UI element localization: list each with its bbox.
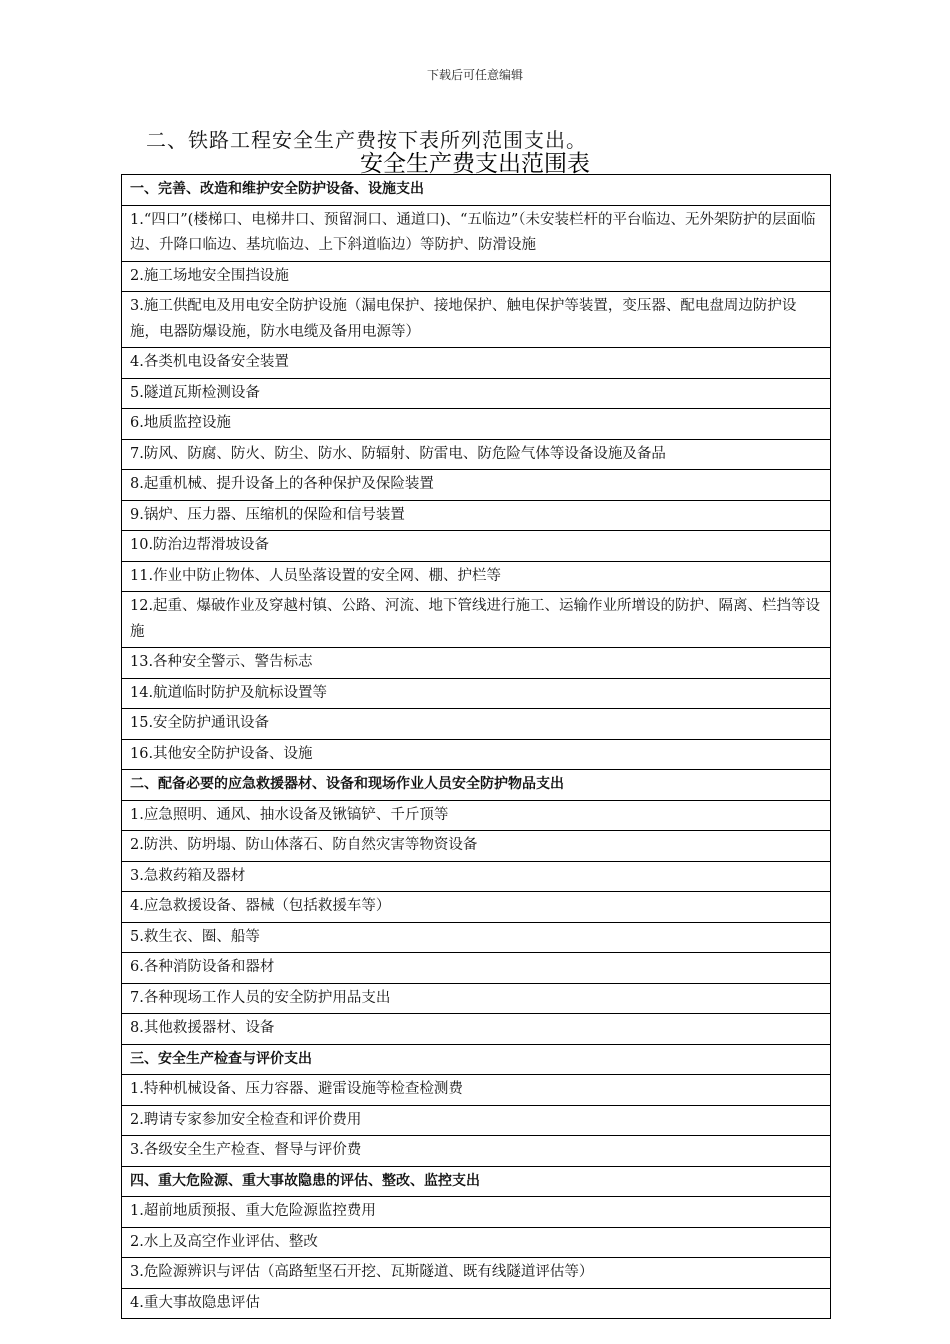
expense-item: 9.锅炉、压力器、压缩机的保险和信号装置: [122, 500, 831, 531]
table-row: [122, 1197, 831, 1228]
expense-item: 3.施工供配电及用电安全防护设施（漏电保护、接地保护、触电保护等装置，变压器、配电盘周边防护设施，电器防爆设施，防水电缆及备用电源等）: [122, 292, 831, 348]
table-row: [122, 861, 831, 892]
table-row: [122, 800, 831, 831]
expense-item: 7.防风、防腐、防火、防尘、防水、防辐射、防雷电、防危险气体等设备设施及备品: [122, 439, 831, 470]
table-row: [122, 261, 831, 292]
expense-item: 14.航道临时防护及航标设置等: [122, 678, 831, 709]
table-row: [122, 531, 831, 562]
table-row: [122, 1288, 831, 1319]
table-row: [122, 1258, 831, 1289]
table-row: [122, 409, 831, 440]
table-body: [122, 175, 831, 1319]
section-heading: 二、配备必要的应急救援器材、设备和现场作业人员安全防护物品支出: [122, 770, 831, 801]
expense-item: 3.各级安全生产检查、督导与评价费: [122, 1136, 831, 1167]
expense-item: 6.地质监控设施: [122, 409, 831, 440]
table-row: [122, 892, 831, 923]
table-row: [122, 561, 831, 592]
expense-item: 5.隧道瓦斯检测设备: [122, 378, 831, 409]
table-row: [122, 1075, 831, 1106]
table-row: [122, 648, 831, 679]
table-row: [122, 983, 831, 1014]
table-row: [122, 470, 831, 501]
table-row: [122, 678, 831, 709]
expense-item: 1.超前地质预报、重大危险源监控费用: [122, 1197, 831, 1228]
expense-item: 5.救生衣、圈、船等: [122, 922, 831, 953]
table-row: [122, 348, 831, 379]
table-row: [122, 592, 831, 648]
table-row: [122, 709, 831, 740]
expense-item: 3.急救药箱及器材: [122, 861, 831, 892]
section-heading: 三、安全生产检查与评价支出: [122, 1044, 831, 1075]
table-row: [122, 378, 831, 409]
expense-item: 1.“四口”(楼梯口、电梯井口、预留洞口、通道口)、“五临边”（未安装栏杆的平台临边、无外架防护的层面临边、升降口临边、基坑临边、上下斜道临边）等防护、防滑设施: [122, 205, 831, 261]
expense-item: 1.特种机械设备、压力容器、避雷设施等检查检测费: [122, 1075, 831, 1106]
expense-item: 11.作业中防止物体、人员坠落设置的安全网、棚、护栏等: [122, 561, 831, 592]
expense-item: 12.起重、爆破作业及穿越村镇、公路、河流、地下管线进行施工、运输作业所增设的防护、隔离、栏挡等设施: [122, 592, 831, 648]
table-row: [122, 1014, 831, 1045]
expense-item: 8.其他救援器材、设备: [122, 1014, 831, 1045]
expense-item: 3.危险源辨识与评估（高路堑坚石开挖、瓦斯隧道、既有线隧道评估等）: [122, 1258, 831, 1289]
section-heading-row: [122, 770, 831, 801]
expense-item: 4.各类机电设备安全装置: [122, 348, 831, 379]
intro-text: 二、铁路工程安全生产费按下表所列范围支出。: [146, 128, 587, 152]
section-heading: 一、完善、改造和维护安全防护设备、设施支出: [122, 175, 831, 206]
section-heading-row: [122, 1044, 831, 1075]
table-row: [122, 1227, 831, 1258]
expense-item: 2.水上及高空作业评估、整改: [122, 1227, 831, 1258]
expense-item: 6.各种消防设备和器材: [122, 953, 831, 984]
section-heading-row: [122, 175, 831, 206]
table-row: [122, 831, 831, 862]
expense-item: 2.防洪、防坍塌、防山体落石、防自然灾害等物资设备: [122, 831, 831, 862]
table-title: 安全生产费支出范围表: [360, 151, 590, 177]
expense-item: 13.各种安全警示、警告标志: [122, 648, 831, 679]
section-heading-row: [122, 1166, 831, 1197]
expense-scope-table: [121, 174, 831, 1319]
expense-item: 1.应急照明、通风、抽水设备及锹镐铲、千斤顶等: [122, 800, 831, 831]
expense-item: 4.应急救援设备、器械（包括救援车等）: [122, 892, 831, 923]
table-row: [122, 953, 831, 984]
expense-item: 2.施工场地安全围挡设施: [122, 261, 831, 292]
expense-item: 2.聘请专家参加安全检查和评价费用: [122, 1105, 831, 1136]
section-heading: 四、重大危险源、重大事故隐患的评估、整改、监控支出: [122, 1166, 831, 1197]
header-note: 下载后可任意编辑: [426, 68, 523, 82]
expense-item: 16.其他安全防护设备、设施: [122, 739, 831, 770]
expense-item: 10.防治边帮滑坡设备: [122, 531, 831, 562]
table-row: [122, 439, 831, 470]
expense-item: 15.安全防护通讯设备: [122, 709, 831, 740]
table-row: [122, 500, 831, 531]
table-row: [122, 1136, 831, 1167]
table-row: [122, 922, 831, 953]
table-row: [122, 205, 831, 261]
expense-item: 4.重大事故隐患评估: [122, 1288, 831, 1319]
table-row: [122, 739, 831, 770]
expense-item: 7.各种现场工作人员的安全防护用品支出: [122, 983, 831, 1014]
table-row: [122, 292, 831, 348]
expense-item: 8.起重机械、提升设备上的各种保护及保险装置: [122, 470, 831, 501]
table-row: [122, 1105, 831, 1136]
